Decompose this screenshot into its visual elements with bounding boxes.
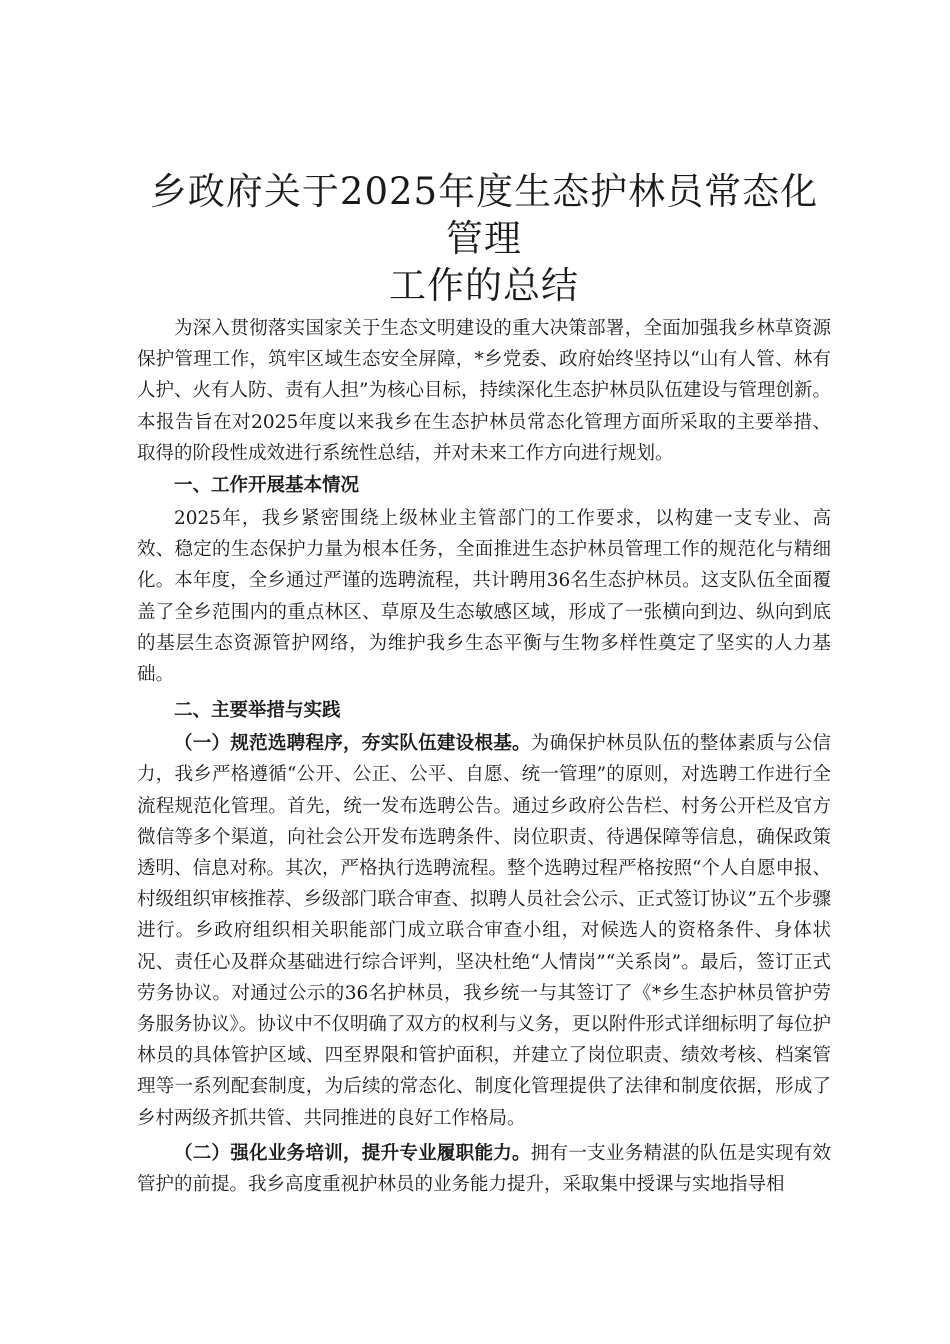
title-line-2: 工作的总结 [389,264,579,307]
title-line-1: 乡政府关于2025年度生态护林员常态化管理 [149,170,819,260]
section-2-heading: 二、主要举措与实践 [174,700,341,722]
subsection-1-lead: （一）规范选聘程序，夯实队伍建设根基。 [174,733,531,755]
document-title [137,168,831,309]
subsection-1-paragraph [137,728,831,1134]
document-page [137,168,831,1200]
intro-paragraph: 为深入贯彻落实国家关于生态文明建设的重大决策部署，全面加强我乡林草资源保护管理工作，筑牢区域生态安全屏障，*乡党委、政府始终坚持以“山有人管、林有人护、火有人防、责有人担”为核心目标，持续深化生态护林员队伍建设与管理创新。本报告旨在对2025年度以来我乡在生态护林员常态化管理方面所采取的主要举措、取得的阶段性成效进行系统性总结，并对未来工作方向进行规划。 [137,318,831,464]
subsection-2-paragraph [137,1138,831,1200]
subsection-1-body: 为确保护林员队伍的整体素质与公信力，我乡严格遵循“公开、公正、公平、自愿、统一管理”的原则，对选聘工作进行全流程规范化管理。首先，统一发布选聘公告。通过乡政府公告栏、村务公开栏及官方微信等多个渠道，向社会公开发布选聘条件、岗位职责、待遇保障等信息，确保政策透明、信息对称。其次，严格执行选聘流程。整个选聘过程严格按照“个人自愿申报、村级组织审核推荐、乡级部门联合审查、拟聘人员社会公示、正式签订协议”五个步骤进行。乡政府组织相关职能部门成立联合审查小组，对候选人的资格条件、身体状况、责任心及群众基础进行综合评判，坚决杜绝“人情岗”“关系岗”。最后，签订正式劳务协议。对通过公示的36名护林员，我乡统一与其签订了《*乡生态护林员管护劳务服务协议》。协议中不仅明确了双方的权利与义务，更以附件形式详细标明了每位护林员的具体管护区域、四至界限和管护面积，并建立了岗位职责、绩效考核、档案管理等一系列配套制度，为后续的常态化、制度化管理提供了法律和制度依据，形成了乡村两级齐抓共管、共同推进的良好工作格局。 [137,733,831,1129]
section-1-body: 2025年，我乡紧密围绕上级林业主管部门的工作要求，以构建一支专业、高效、稳定的生态保护力量为根本任务，全面推进生态护林员管理工作的规范化与精细化。本年度，全乡通过严谨的选聘流程，共计聘用36名生态护林员。这支队伍全面覆盖了全乡范围内的重点林区、草原及生态敏感区域，形成了一张横向到边、纵向到底的基层生态资源管护网络，为维护我乡生态平衡与生物多样性奠定了坚实的人力基础。 [137,508,831,686]
section-1-heading: 一、工作开展基本情况 [174,475,360,497]
subsection-2-body: 拥有一支业务精湛的队伍是实现有效管护的前提。我乡高度重视护林员的业务能力提升，采取集中授课与实地指导相 [137,1142,831,1196]
subsection-2-lead: （二）强化业务培训，提升专业履职能力。 [174,1142,531,1164]
